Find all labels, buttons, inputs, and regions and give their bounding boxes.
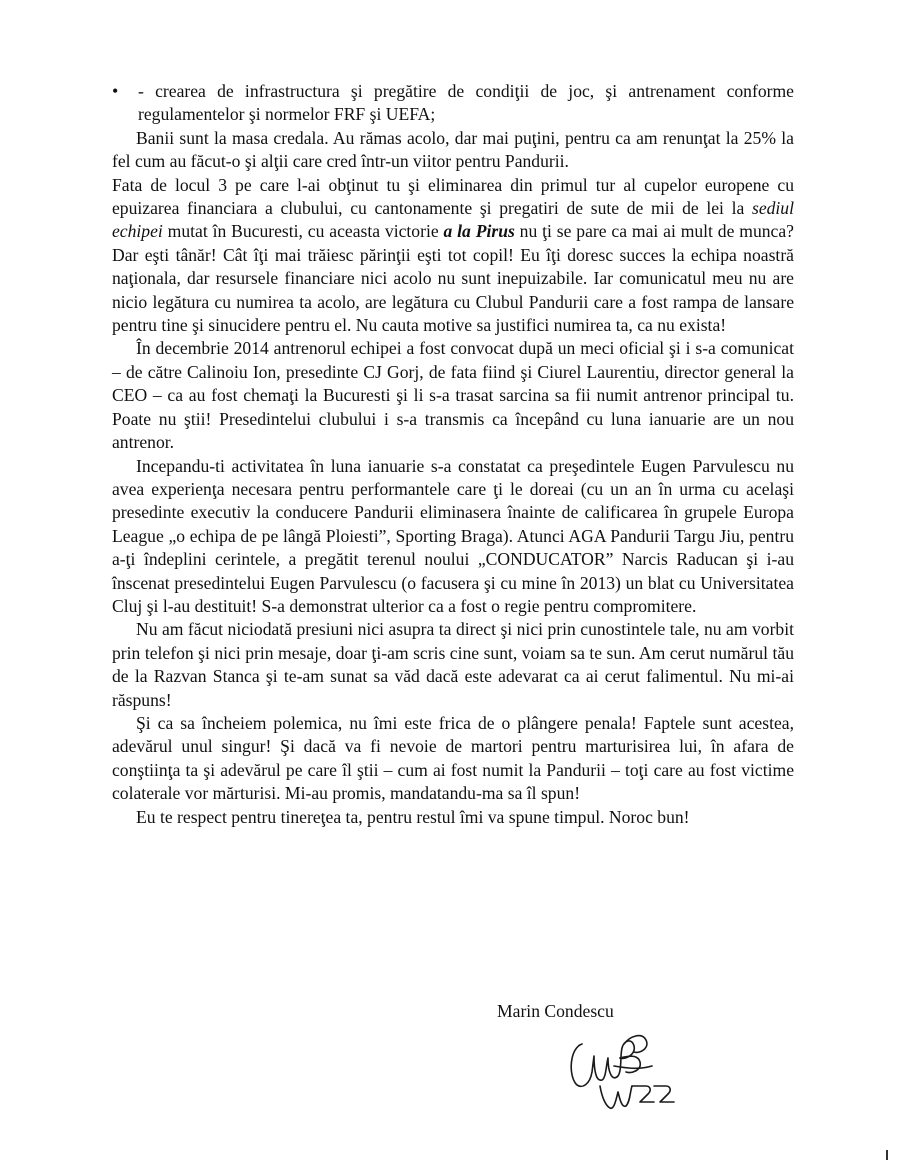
signature-name: Marin Condescu <box>497 1001 614 1021</box>
paragraph-3: În decembrie 2014 antrenorul echipei a fost convocat după un meci oficial şi i s-a comunicat – de către Calinoiu Ion, presedinte CJ Gorj, de fata fiind şi Ciurel Laurentiu, director general la CEO – ca au fost chemaţi la Bucuresti şi li s-a trasat sarcina sa fii numit antrenor principal tu. Poate nu ştii! Presedintelui clubului i s-a transmis ca începând cu luna ianuarie are un nou antrenor. <box>112 338 794 453</box>
paragraph-5: Nu am făcut niciodată presiuni nici asupra ta direct şi nici prin cunostintele tale, nu am vorbit prin telefon şi nici prin mesaje, doar ţi-am scris cine sunt, voiam sa te sun. Am cerut numărul tău de la Razvan Stanca şi te-am sunat sa văd dacă este adevarat ca ai cerut falimentul. Nu mi-ai răspuns! <box>112 619 794 710</box>
bullet-text: - crearea de infrastructura şi pregătire de condiţii de joc, şi antrenament conforme regulamentelor şi normelor FRF şi UEFA; <box>138 81 794 125</box>
paragraph-2-part-b: mutat în Bucuresti, cu aceasta victorie <box>162 221 444 242</box>
paragraph-2-part-c: nu ţi se pare ca mai ai mult de munca? Dar eşti tânăr! Cât îţi mai trăiesc părinţii eşti tot copil! Eu îţi doresc succes la echipa noastră naţionala, dar resursele financiare nici acolo nu sunt inepuizabile. Iar comunicatul meu nu are nicio legătura cu numirea ta acolo, are legătura cu Clubul Pandurii care a fost rampa de lansare pentru tine şi sinucidere pentru el. Nu cauta motive sa justifici numirea ta, ca nu exista! <box>112 221 794 336</box>
paragraph-2-part-a: Fata de locul 3 pe care l-ai obţinut tu şi eliminarea din primul tur al cupelor europene cu epuizarea financiara a clubului, cu cantonamente şi pregatiri de sute de mii de lei la <box>112 174 794 219</box>
margin-mark <box>886 1150 888 1160</box>
paragraph-7: Eu te respect pentru tinereţea ta, pentru restul îmi va spune timpul. Noroc bun! <box>136 806 690 827</box>
paragraph-6: Şi ca sa încheiem polemica, nu îmi este frica de o plângere penala! Faptele sunt acestea, adevărul unul singur! Şi dacă va fi nevoie de martori pentru marturisirea lui, în afara de conştiinţa ta şi adevărul pe care îl ştii – cum ai fost numit la Pandurii – toţi care au fost victime colaterale vor mărturisi. Mi-au promis, mandatandu-ma sa îl spun! <box>112 712 794 804</box>
paragraph-2-bold-italic: a la Pirus <box>443 221 515 242</box>
handwritten-signature-icon <box>560 1026 680 1116</box>
bullet-item <box>112 80 794 127</box>
letter-body <box>112 80 794 829</box>
paragraph-2-italic: sediul echipei <box>112 198 794 242</box>
paragraph-1: Banii sunt la masa credala. Au rămas acolo, dar mai puţini, pentru ca am renunţat la 25% la fel cum au făcut-o şi alţii care cred într-un viitor pentru Pandurii. <box>112 127 794 172</box>
paragraph-2 <box>112 174 794 338</box>
paragraph-4: Incepandu-ti activitatea în luna ianuarie s-a constatat ca preşedintele Eugen Parvulescu nu avea experienţa necesara pentru performantele care ţi le doreai (cu un an în urma cu acelaşi presedinte executiv la conducere Pandurii eliminasera înainte de calificarea în grupele Europa League „o echipa de pe lângă Ploiesti”, Sporting Braga). Atunci AGA Pandurii Targu Jiu, pentru a-ţi îndeplini cerintele, a pregătit terenul noului „CONDUCATOR” Narcis Raducan şi i-au înscenat presedintelui Eugen Parvulescu (o facusera şi cu mine în 2013) un blat cu Universitatea Cluj şi l-au destituit! S-a demonstrat ulterior ca a fost o regie pentru compromitere. <box>112 455 794 616</box>
bullet-dot-icon: • <box>112 81 119 101</box>
